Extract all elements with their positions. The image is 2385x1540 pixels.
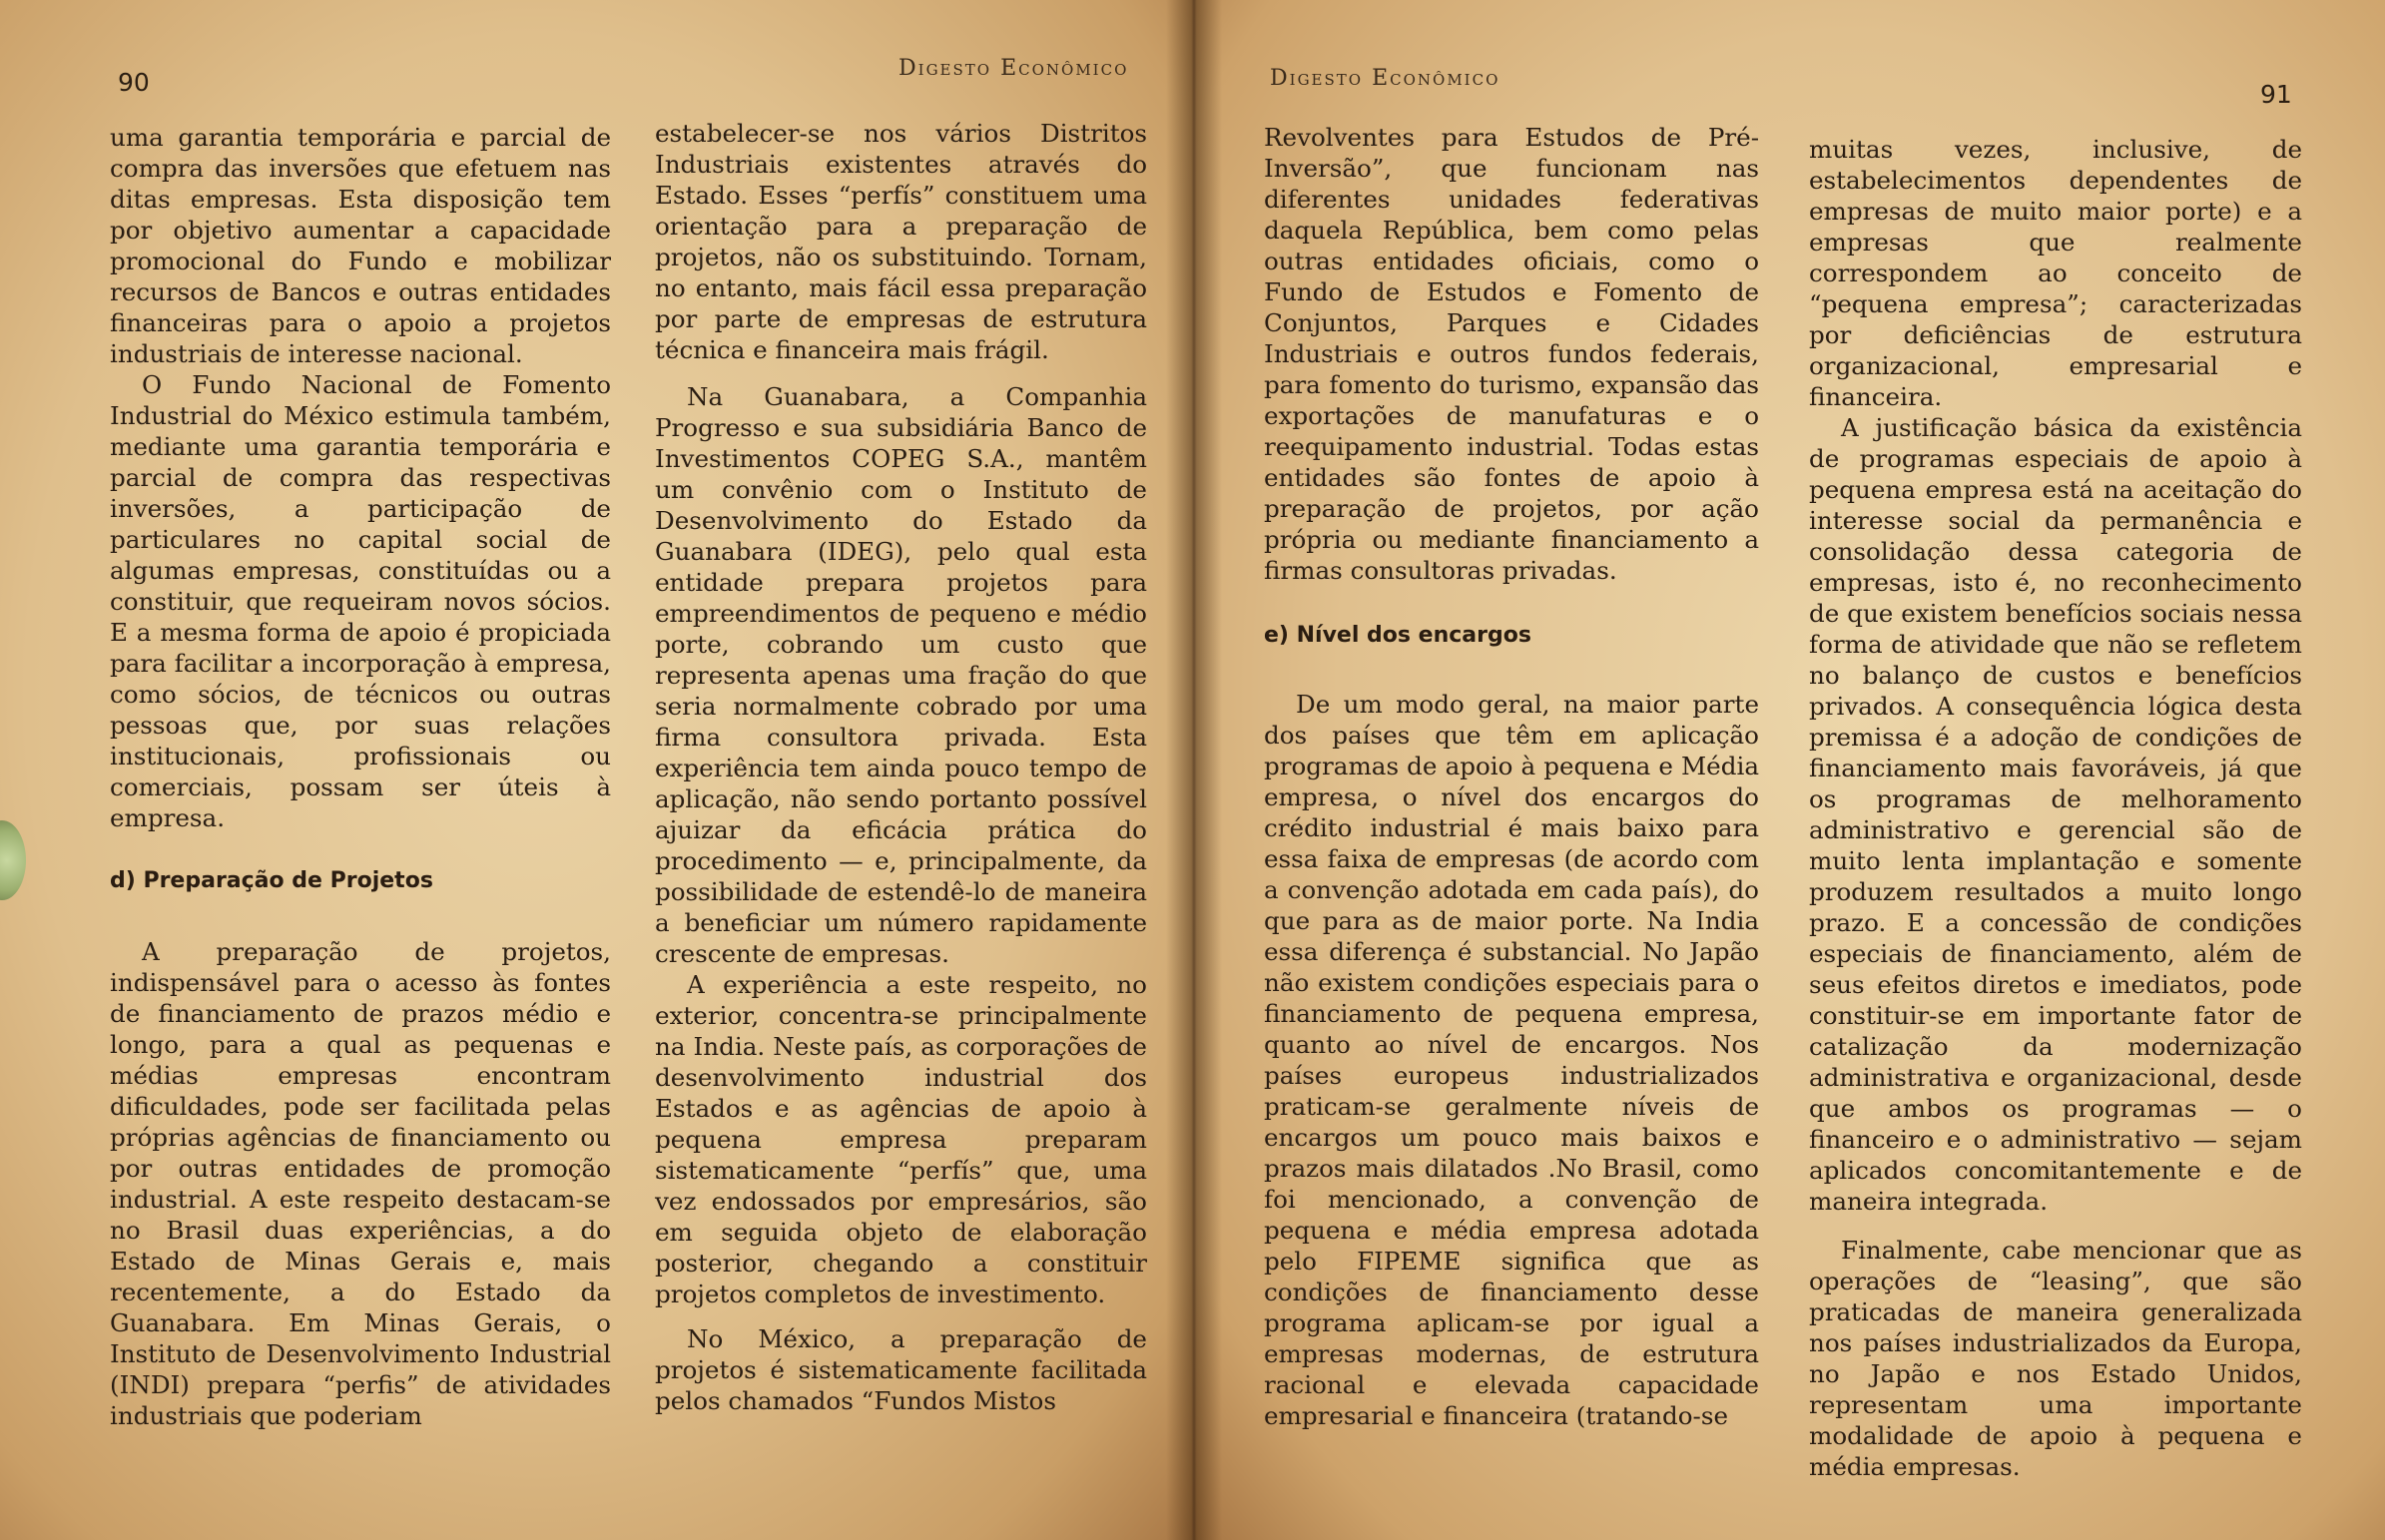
page-number-left: 90 [118,68,150,97]
section-heading: d) Preparação de Projetos [110,868,433,893]
paragraph: A preparação de projetos, indispensável para o acesso às fontes de financiamento de prazos médio e longo, para a qual as pequenas e médias empresas encontram dificuldades, pode ser facilitada pelas próprias agências de financiamento ou por outras entidades de promoção industrial. A este respeito destacam-se no Brasil duas experiências, a do Estado de Minas Gerais e, mais recentemente, a do Estado da Guanabara. Em Minas Gerais, o Instituto de Desenvolvimento Industrial (INDI) prepara “perfis” de atividades industriais que poderiam [110,937,611,1430]
paragraph: estabelecer-se nos vários Distritos Industriais existentes através do Estado. Esses “perfís” constituem uma orientação para a preparação de projetos, não os substituindo. Tornam, no entanto, mais fácil essa preparação por parte de empresas de estrutura técnica e financeira mais frágil. [655,119,1147,364]
paragraph: De um modo geral, na maior parte dos países que têm em aplicação programas de apoio à pequena e Média empresa, o nível dos encargos do crédito industrial é mais baixo para essa faixa de empresas (de acordo com a convenção adotada em cada país), do que para as de maior porte. Na India essa diferença é substancial. No Japão não existem condições especiais para o financiamento de pequena empresa, quanto ao nível de encargos. Nos países europeus industrializados praticam-se geralmente níveis de encargos um pouco mais baixos e prazos mais dilatados .No Brasil, como foi mencionado, a convenção de pequena e média empresa adotada pelo FIPEME significa que as condições de financiamento desse programa aplicam-se por igual a empresas modernas, de estrutura racional e elevada capacidade empresarial e financeira (tratando-se [1264,690,1759,1430]
paragraph: No México, a preparação de projetos é sistematicamente facilitada pelos chamados “Fundos Mistos [655,1324,1147,1415]
paragraph: Finalmente, cabe mencionar que as operações de “leasing”, que são praticadas de maneira generalizada nos países industrializados da Europa, no Japão e nos Estado Unidos, representam uma importante modalidade de apoio à pequena e média empresas. [1809,1236,2302,1481]
right-column-1 [1264,122,1759,1431]
paragraph: A justificação básica da existência de programas especiais de apoio à pequena empresa está na aceitação do interesse social da permanência e consolidação dessa categoria de empresas, isto é, no reconhecimento de que existem benefícios sociais nessa forma de atividade que não se refletem no balanço de custos e benefícios privados. A consequência lógica desta premissa é a adoção de condições de financiamento mais favoráveis, já que os programas de melhoramento administrativo e gerencial são de muito lenta implantação e somente produzem resultados a muito longo prazo. E a concessão de condições especiais de financiamento, além de seus efeitos diretos e imediatos, pode constituir-se em importante fator de catalização da modernização administrativa e organizacional, desde que ambos os programas — o financeiro e o administrativo — sejam aplicados concomitantemente e de maneira integrada. [1809,413,2302,1216]
right-page [1194,0,2385,1540]
running-head-right: Digesto Econômico [1270,66,1500,91]
page-edge-sticker [0,820,26,900]
paragraph: muitas vezes, inclusive, de estabelecimentos dependentes de empresas de muito maior porte) e a empresas que realmente correspondem ao conceito de “pequena empresa”; caracterizadas por deficiências de estrutura organizacional, empresarial e financeira. [1809,135,2302,411]
section-heading: e) Nível dos encargos [1264,623,1531,648]
running-head-left: Digesto Econômico [898,56,1129,81]
paragraph: uma garantia temporária e parcial de compra das inversões que efetuem nas ditas empresas. Esta disposição tem por objetivo aumentar a capacidade promocional do Fundo e mobilizar recursos de Bancos e outras entidades financeiras para o apoio a projetos industriais de interesse nacional. [110,123,611,368]
paragraph: Na Guanabara, a Companhia Progresso e sua subsidiária Banco de Investimentos COPEG S.A., mantêm um convênio com o Instituto de Desenvolvimento do Estado da Guanabara (IDEG), pelo qual esta entidade prepara projetos para empreendimentos de pequeno e médio porte, cobrando um custo que representa apenas uma fração do que seria normalmente cobrado por uma firma consultora privada. Esta experiência tem ainda pouco tempo de aplicação, não sendo portanto possível ajuizar da eficácia prática do procedimento — e, principalmente, da possibilidade de estendê-lo de maneira a beneficiar um número rapidamente crescente de empresas. [655,382,1147,968]
paragraph: A experiência a este respeito, no exterior, concentra-se principalmente na India. Neste país, as corporações de desenvolvimento industrial dos Estados e as agências de apoio à pequena empresa preparam sistematicamente “perfís” que, uma vez endossados por empresários, são em seguida objeto de elaboração posterior, chegando a constituir projetos completos de investimento. [655,970,1147,1308]
paragraph: O Fundo Nacional de Fomento Industrial do México estimula também, mediante uma garantia temporária e parcial de compra das respectivas inversões, a participação de particulares no capital social de algumas empresas, constituídas ou a constituir, que requeiram novos sócios. E a mesma forma de apoio é propiciada para facilitar a incorporação à empresa, como sócios, de técnicos ou outras pessoas que, por suas relações institucionais, profissionais ou comerciais, possam ser úteis à empresa. [110,370,611,832]
right-column-2 [1809,134,2302,1482]
left-column-1 [110,122,611,1431]
page-number-right: 91 [2260,80,2292,109]
paragraph: Revolventes para Estudos de Pré-Inversão”, que funcionam nas diferentes unidades federativas daquela República, bem como pelas outras entidades oficiais, como o Fundo de Estudos e Fomento de Conjuntos, Parques e Cidades Industriais e outros fundos federais, para fomento do turismo, expansão das exportações de manufaturas e o reequipamento industrial. Todas estas entidades são fontes de apoio à preparação de projetos, por ação própria ou mediante financiamento a firmas consultoras privadas. [1264,123,1759,585]
left-column-2 [655,118,1147,1416]
